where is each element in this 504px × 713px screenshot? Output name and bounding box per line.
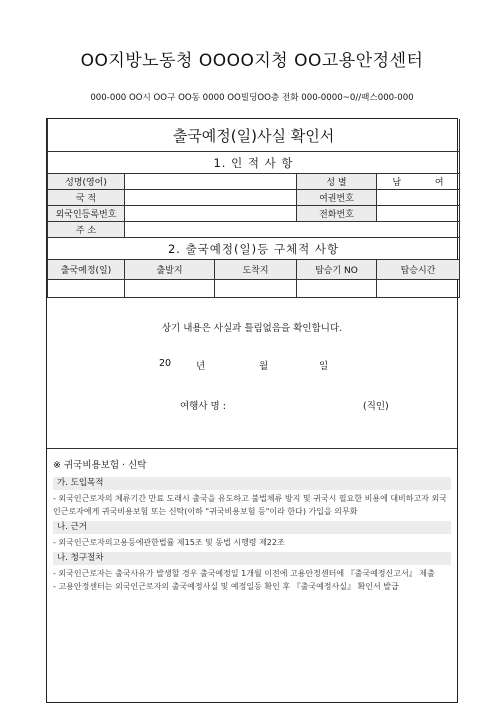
departure-table-header: [48, 260, 460, 280]
address-field[interactable]: [125, 222, 460, 238]
gender-male: 남: [392, 178, 402, 188]
departure-table-row: [48, 280, 460, 298]
office-title: OO지방노동청 OOOO지청 OO고용안정센터: [80, 51, 424, 71]
departure-date-field[interactable]: [48, 280, 125, 298]
column-header: 탑승기 NO: [297, 260, 377, 280]
passport-label: 여권번호: [297, 190, 377, 206]
claim-text-1: - 외국인근로자는 출국사유가 발생할 경우 출국예정일 1개월 이전에 고용안정센터에 『출국예정신고서』 제출: [53, 569, 435, 578]
nationality-field[interactable]: [125, 190, 297, 206]
basis-heading: 나. 근거: [53, 521, 451, 534]
alien-registration-label: 외국인등록번호: [48, 206, 125, 222]
section1-title: 1. 인 적 사 항: [48, 152, 460, 174]
agency-label: 여행사 명 :: [180, 401, 226, 412]
claim-text-2: - 고용안정센터는 외국인근로자의 출국예정사실 및 예정일등 확인 후 『출국예정사실』 확인서 발급: [53, 582, 399, 591]
phone-label: 전화번호: [297, 206, 377, 222]
name-field[interactable]: [125, 174, 297, 190]
column-header: 도착지: [215, 260, 297, 280]
flight-no-field[interactable]: [297, 280, 377, 298]
passport-field[interactable]: [377, 190, 460, 206]
notes-title: ※ 귀국비용보험 · 신탁: [53, 460, 147, 471]
confirmation-block: [47, 298, 457, 449]
origin-field[interactable]: [125, 280, 215, 298]
column-header: 탑승시간: [377, 260, 460, 280]
confirmation-statement: 상기 내용은 사실과 틀림없음을 확인합니다.: [161, 323, 343, 334]
column-header: 출국예정(일): [48, 260, 125, 280]
office-address: 000-000 OO시 OO구 OO동 0000 OO빌딩OO층 전화 000-0000~0//팩스000-000: [90, 93, 414, 103]
alien-registration-field[interactable]: [125, 206, 297, 222]
seal-label: (직인): [363, 401, 389, 412]
certificate-form: [46, 118, 458, 703]
form-table: [47, 119, 460, 298]
document-title: 출국예정(일)사실 확인서: [48, 119, 460, 152]
purpose-text: - 외국인근로자의 체류기간 만료 도래시 출국을 유도하고 불법체류 방지 및 귀국시 필요한 비용에 대비하고자 외국인근로자에게 귀국비용보험 또는 신탁(이하 "귀국비용보험 등"이라 한다) 가입을 의무화: [53, 494, 447, 516]
gender-female: 여: [434, 178, 444, 188]
gender-label: 성 별: [297, 174, 377, 190]
claim-heading: 나. 청구절차: [53, 552, 451, 565]
section2-title: 2. 출국예정(일)등 구체적 사항: [48, 238, 460, 260]
purpose-heading: 가. 도입목적: [53, 477, 451, 490]
nationality-label: 국 적: [48, 190, 125, 206]
boarding-time-field[interactable]: [377, 280, 460, 298]
gender-field[interactable]: [377, 174, 460, 190]
date-year-unit: 년: [196, 361, 206, 372]
phone-field[interactable]: [377, 206, 460, 222]
destination-field[interactable]: [215, 280, 297, 298]
date-year: 20: [159, 358, 172, 369]
basis-text: - 외국인근로자의고용등에관한법률 제15조 및 동법 시행령 제22조: [53, 538, 285, 547]
date-day-unit: 일: [319, 361, 329, 372]
insurance-notes: [47, 449, 457, 593]
name-label: 성명(영어): [48, 174, 125, 190]
date-month-unit: 월: [259, 361, 269, 372]
column-header: 출발지: [125, 260, 215, 280]
address-label: 주 소: [48, 222, 125, 238]
